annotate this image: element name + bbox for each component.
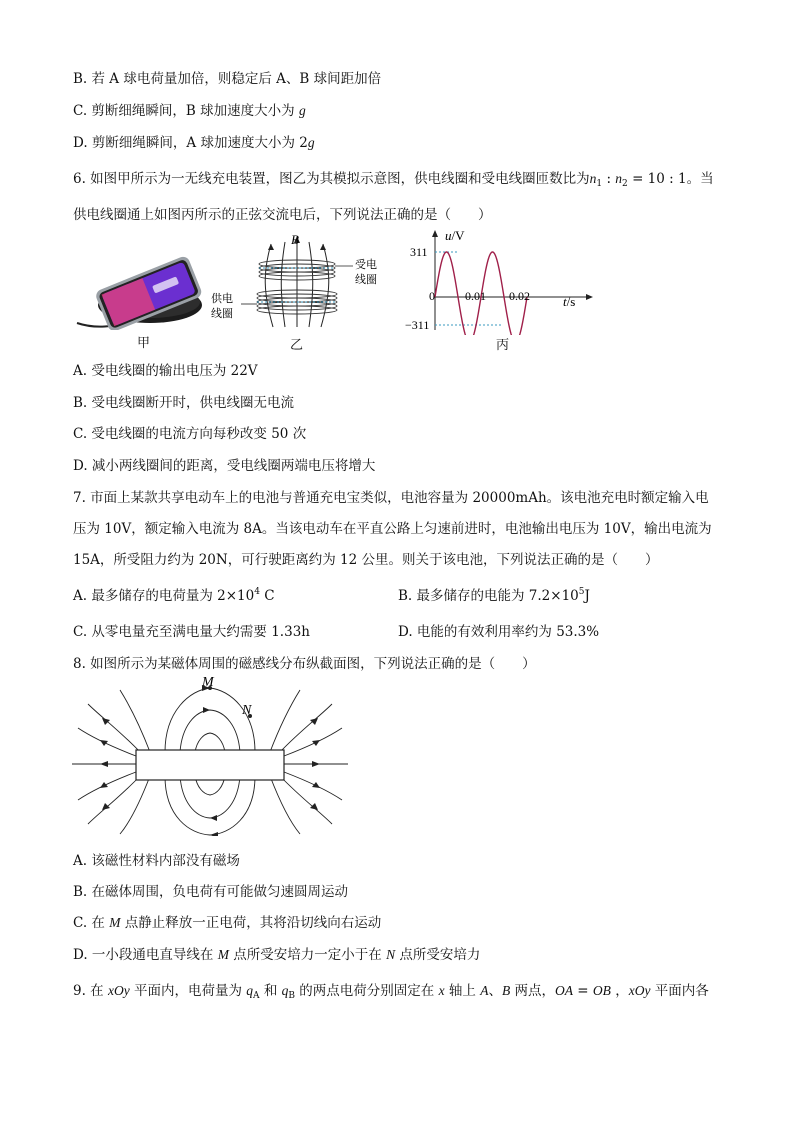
wireless-charger-illustration xyxy=(75,245,205,330)
q6-option-c: C. 受电线圈的电流方向每秒改变 50 次 xyxy=(73,426,307,442)
q5-option-c: C. 剪断细绳瞬间，B 球加速度大小为 g xyxy=(73,103,306,119)
point-n-label: N xyxy=(242,703,252,718)
q8-stem: 8. 如图所示为某磁体周围的磁感线分布纵截面图，下列说法正确的是（ ） xyxy=(73,656,536,672)
figure-yi-caption: 乙 xyxy=(290,338,304,353)
x-tick-001: 0.01 xyxy=(465,289,486,303)
y-tick-neg311: −311 xyxy=(405,318,430,332)
q7-option-a: A. 最多储存的电荷量为 $2\times 10^4$ C xyxy=(73,587,275,604)
q7-option-c: C. 从零电量充至满电量大约需要 1.33h xyxy=(73,624,310,640)
q6-option-a: A. 受电线圈的输出电压为 22V xyxy=(73,363,258,379)
q7-option-b: B. 最多储存的电能为 $7.2\times 10^5J$ xyxy=(398,587,590,604)
point-m-label: M xyxy=(202,676,214,690)
q8-option-c: C. 在 M 点静止释放一正电荷，其将沿切线向右运动 xyxy=(73,915,382,931)
figure-jia-caption: 甲 xyxy=(137,336,151,351)
magnet-bar xyxy=(136,750,284,780)
y-tick-311: 311 xyxy=(410,245,428,259)
supply-coil-label-1: 供电 xyxy=(211,293,233,305)
figure-bing-caption: 丙 xyxy=(496,338,510,353)
supply-coil-label-2: 线圈 xyxy=(211,308,233,320)
q5-option-d: D. 剪断细绳瞬间，A 球加速度大小为 2g xyxy=(73,135,315,151)
receive-coil-label-1: 受电 xyxy=(355,259,377,271)
magnet-field-lines-diagram xyxy=(70,676,360,836)
q7-option-d: D. 电能的有效利用率约为 53.3% xyxy=(398,624,600,640)
q9-stem-line1: 9. 在 xOy 平面内，电荷量为 $q_A$ 和 $q_B$ 的两点电荷分别固定在 x 轴上 A、B 两点，OA = OB ，xOy 平面内各 xyxy=(73,983,709,1001)
q6-option-b: B. 受电线圈断开时，供电线圈无电流 xyxy=(73,395,295,411)
q7-stem-line3: 15A，所受阻力约为 20N，可行驶距离约为 12 公里。则关于该电池，下列说法正确的是（ ） xyxy=(73,552,659,568)
receive-coil-label-2: 线圈 xyxy=(355,274,377,286)
field-b-label: B xyxy=(291,232,299,247)
origin-label: 0 xyxy=(429,289,435,303)
x-tick-002: 0.02 xyxy=(509,289,530,303)
q7-stem-line2: 压为 10V，额定输入电流为 8A。当该电动车在平直公路上匀速前进时，电池输出电压为 10V，输出电流为 xyxy=(73,521,712,537)
ac-voltage-plot xyxy=(405,225,605,335)
q6-option-d: D. 减小两线圈间的距离，受电线圈两端电压将增大 xyxy=(73,458,376,474)
x-axis-label: t/s xyxy=(563,294,576,309)
coil-schematic xyxy=(205,232,390,332)
q6-stem-line1: 6. 如图甲所示为一无线充电装置，图乙为其模拟示意图，供电线圈和受电线圈匝数比为$n_1$ : $n_2 = 10$ : 1。当 xyxy=(73,171,714,189)
q8-option-d: D. 一小段通电直导线在 M 点所受安培力一定小于在 N 点所受安培力 xyxy=(73,947,481,963)
q5-option-b: B. 若 A 球电荷量加倍，则稳定后 A、B 球间距加倍 xyxy=(73,71,382,87)
q7-stem-line1: 7. 市面上某款共享电动车上的电池与普通充电宝类似，电池容量为 20000mAh。该电池充电时额定输入电 xyxy=(73,490,709,506)
q8-option-a: A. 该磁性材料内部没有磁场 xyxy=(73,853,240,869)
q8-option-b: B. 在磁体周围，负电荷有可能做匀速圆周运动 xyxy=(73,884,349,900)
q6-stem-line2: 供电线圈通上如图丙所示的正弦交流电后，下列说法正确的是（ ） xyxy=(73,207,492,223)
y-axis-label: u/V xyxy=(445,228,465,243)
